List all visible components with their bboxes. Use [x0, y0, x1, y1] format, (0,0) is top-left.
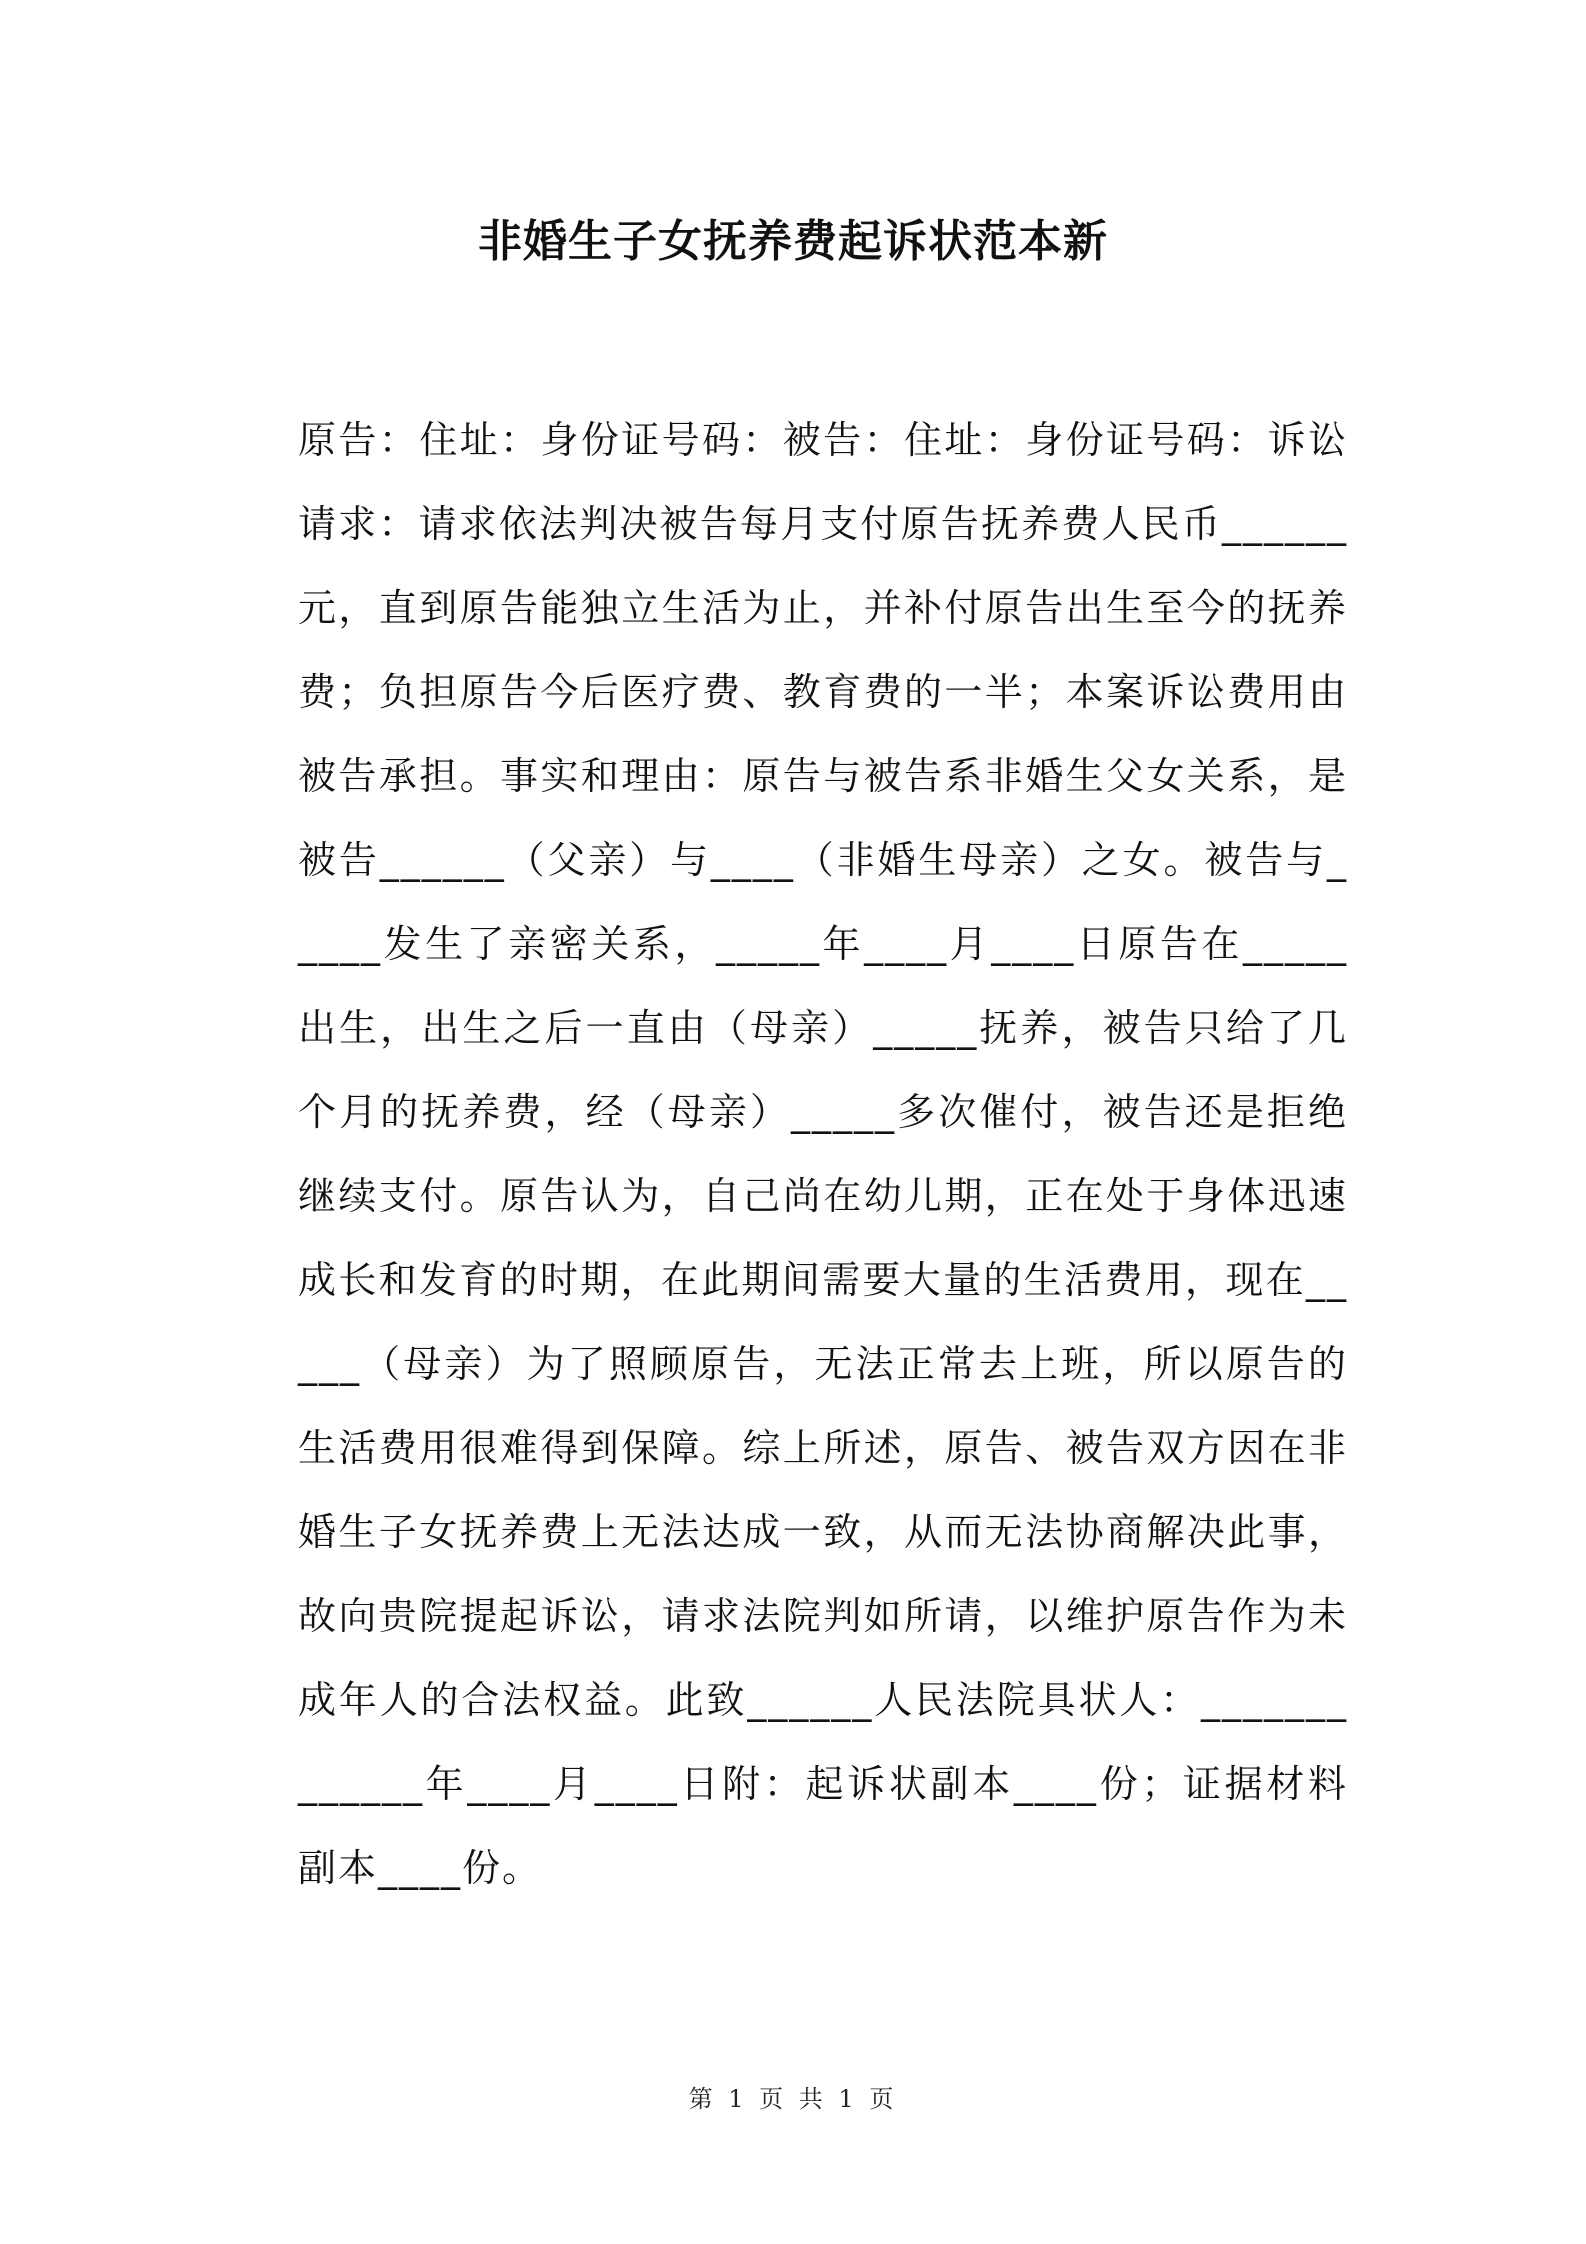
document-body-paragraph: 原告：住址：身份证号码：被告：住址：身份证号码：诉讼请求：请求依法判决被告每月支付原告抚养费人民币______元，直到原告能独立生活为止，并补付原告出生至今的抚养费；负担原告今后医疗费、教育费的一半；本案诉讼费用由被告承担。事实和理由：原告与被告系非婚生父女关系，是被告______（父亲）与____（非婚生母亲）之女。被告与_____发生了亲密关系，_____年____月____日原告在_____出生，出生之后一直由（母亲）_____抚养，被告只给了几个月的抚养费，经（母亲）_____多次催付，被告还是拒绝继续支付。原告认为，自己尚在幼儿期，正在处于身体迅速成长和发育的时期，在此期间需要大量的生活费用，现在_____（母亲）为了照顾原告，无法正常去上班，所以原告的生活费用很难得到保障。综上所述，原告、被告双方因在非婚生子女抚养费上无法达成一致，从而无法协商解决此事，故向贵院提起诉讼，请求法院判如所请，以维护原告作为未成年人的合法权益。此致______人民法院具状人：_____________年____月____日附：起诉状副本____份；证据材料副本____份。 — [298, 418, 1348, 1890]
page-number-footer: 第 1 页 共 1 页 — [688, 2085, 898, 2113]
document-title: 非婚生子女抚养费起诉状范本新 — [478, 216, 1108, 267]
